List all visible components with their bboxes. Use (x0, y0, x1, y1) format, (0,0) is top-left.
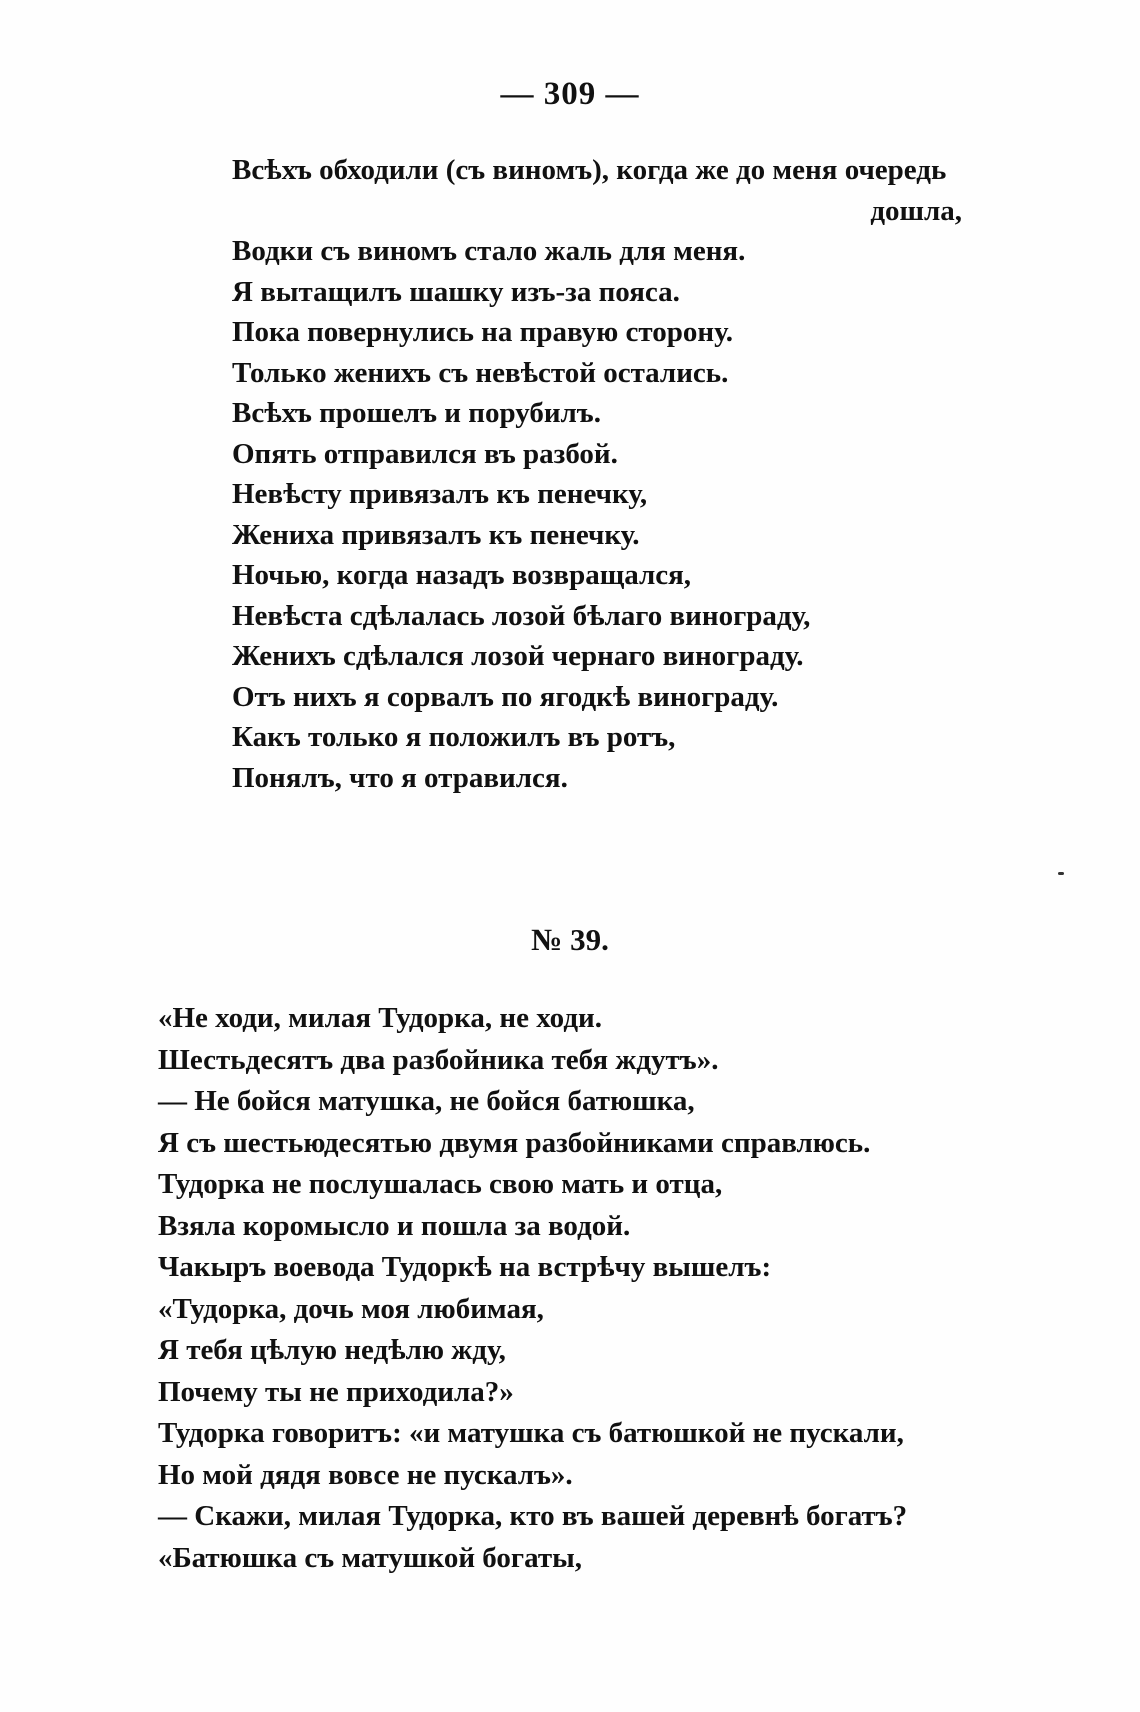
poem-line: Шестьдесятъ два разбойника тебя ждутъ». (158, 1043, 719, 1076)
print-speck (1058, 872, 1064, 875)
poem-line: Всѣхъ обходили (съ виномъ), когда же до меня очередь (232, 154, 947, 186)
poem-line: Какъ только я положилъ въ ротъ, (232, 721, 676, 753)
poem-line: Отъ нихъ я сорвалъ по ягодкѣ винограду. (232, 680, 779, 713)
poem-line: Чакыръ воевода Тудоркѣ на встрѣчу вышелъ: (158, 1251, 772, 1283)
poem-line: Только женихъ съ невѣстой остались. (232, 356, 729, 389)
poem-line: Невѣсту привязалъ къ пенечку, (232, 478, 648, 510)
poem-line: «Батюшка съ матушкой богаты, (158, 1541, 582, 1574)
poem-line: Пока повернулись на правую сторону. (232, 316, 733, 348)
poem-line: Взяла коромысло и пошла за водой. (158, 1209, 631, 1242)
poem-line-continuation: дошла, (870, 194, 962, 227)
poem-line: Опять отправился въ разбой. (232, 437, 618, 470)
poem-line: Жениха привязалъ къ пенечку. (232, 518, 640, 551)
poem-line: — Не бойся матушка, не бойся батюшка, (158, 1085, 695, 1117)
poem-line: Понялъ, что я отравился. (232, 761, 568, 794)
poem-line: Всѣхъ прошелъ и порубилъ. (232, 397, 601, 429)
page-number: — 309 — (500, 76, 640, 112)
section-heading: № 39. (531, 922, 609, 957)
poem-continued (232, 150, 962, 798)
poem-line: «Не ходи, милая Тудорка, не ходи. (158, 1002, 602, 1034)
poem-line: «Тудорка, дочь моя любимая, (158, 1292, 544, 1325)
poem-line: Я съ шестьюдесятью двумя разбойниками справлюсь. (158, 1126, 871, 1159)
poem-line: Я вытащилъ шашку изъ-за пояса. (232, 275, 680, 308)
poem-line: — Скажи, милая Тудорка, кто въ вашей деревнѣ богатъ? (158, 1500, 908, 1532)
poem-line: Ночью, когда назадъ возвращался, (232, 559, 692, 591)
poem-line: Водки съ виномъ стало жаль для меня. (232, 235, 746, 267)
poem-line: Невѣста сдѣлалась лозой бѣлаго винограду, (232, 599, 811, 632)
poem-line: Тудорка не послушалась свою мать и отца, (158, 1168, 723, 1200)
poem-line: Почему ты не приходила?» (158, 1375, 514, 1408)
poem-line: Но мой дядя вовсе не пускалъ». (158, 1458, 573, 1491)
poem-39 (158, 998, 988, 1579)
poem-line: Женихъ сдѣлался лозой чернаго винограду. (232, 640, 804, 672)
poem-line: Тудорка говоритъ: «и матушка съ батюшкой не пускали, (158, 1417, 904, 1449)
poem-line: Я тебя цѣлую недѣлю жду, (158, 1334, 506, 1366)
